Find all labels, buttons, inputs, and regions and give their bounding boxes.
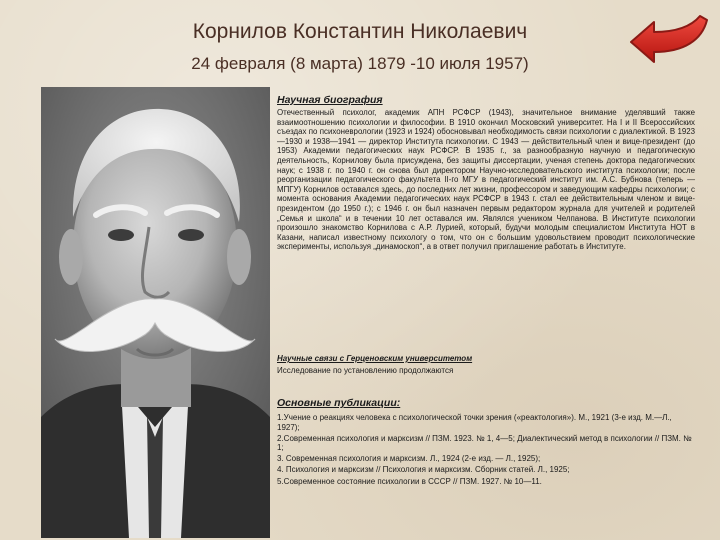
back-button[interactable] — [628, 10, 712, 66]
publication-item: 3. Современная психология и марксизм. Л., 1924 (2-е изд. — Л., 1925); — [277, 454, 541, 464]
connections-heading: Научные связи с Герценовским университетом — [277, 354, 473, 363]
life-dates: 24 февраля (8 марта) 1879 -10 июля 1957) — [191, 54, 529, 73]
page-title: Корнилов Константин Николаевич — [192, 20, 528, 43]
biography-text: Отечественный психолог, академик АПН РСФСР (1943), значительное внимание уделявший также взаимоотношению психологии и философии. В 1910 окончил Московский университет. На I и II Всероссийских съездах по психоневрологии (1923 и 1924) обосновывал необходимость связи психологии с диалектикой. В 1923—1930 и 1938—1941 — директор Института психологии. С 1943 — действительный член и вице-президент (до 1953) Академии педагогических наук РСФСР. В 1935 г., за разнообразную научную и педагогическую деятельность, Корнилову была присуждена, без защиты диссертации, ученая степень доктора педагогических наук; с 1938 г. по 1940 г. он снова был директором Научно-исследовательского института психологии; после реорганизации педагогического факультета II-го МГУ в педагогический институт им. А.С. Бубнова (теперь — МПГУ) Корнилов оставался здесь, до последних лет жизни, профессором и заведующим кафедры психологии; с момента основания Академии педагогических наук РСФСР в 1943 г. стал ее действительным членом и вице-президентом (до 1950 г.); с 1946 г. он был назначен первым редактором журнала для учителей и родителей „Семья и школа“ и в течении 10 лет оставался им. Являлся учеником Челпанова. В Институте психологии произошло знакомство Корнилова с А.Р. Лурией, который, будучи молодым специалистом Института НОТ в Казани, написал известному психологу о том, что он с большим удовольствием проводит психологические эксперименты, используя „динамоскоп“, а в ответ получил приглашение работать в Институте. — [277, 108, 695, 252]
red-back-arrow-icon — [628, 10, 712, 66]
publications-section — [277, 397, 695, 488]
publications-heading: Основные публикации: — [277, 397, 401, 409]
biography-section — [277, 94, 695, 252]
publications-list — [277, 413, 695, 486]
publication-item: 1.Учение о реакциях человека с психологической точки зрения («реактология»). М., 1921 (3-е изд. М.—Л., 1927); — [277, 413, 672, 432]
connections-section — [277, 351, 695, 375]
publication-item: 2.Современная психология и марксизм // ПЗМ. 1923. № 1, 4—5; Диалектический метод в психологии // ПЗМ. № 1; — [277, 433, 692, 453]
publication-item: 5.Современное состояние психологии в СССР // ПЗМ. 1927. № 10—11. — [277, 476, 542, 486]
biography-heading: Научная биография — [277, 94, 383, 106]
publication-item: 4. Психология и марксизм // Психология и марксизм. Сборник статей. Л., 1925; — [277, 465, 570, 475]
connections-text: Исследование по установлению продолжаются — [277, 366, 454, 375]
portrait-photo — [41, 87, 270, 538]
